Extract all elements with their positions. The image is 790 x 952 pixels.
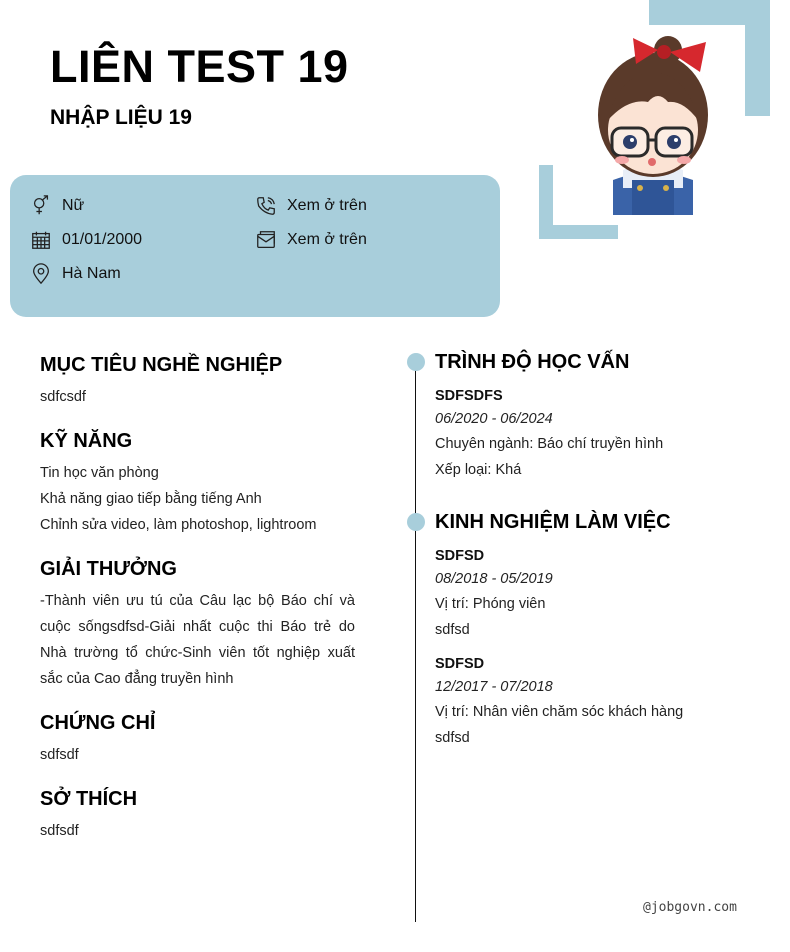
hobbies-text: sdfsdf [40,823,79,839]
timeline-dot [407,353,425,371]
contact-dob [30,229,142,251]
footer-brand: @jobgovn.com [643,900,737,915]
phone-value: Xem ở trên [287,197,367,214]
skill-item: Khả năng giao tiếp bằng tiếng Anh [40,491,262,507]
education-major: Chuyên ngành: Báo chí truyền hình [435,436,664,452]
left-column [40,352,355,862]
experience-section [435,509,755,751]
photo-frame-bottom [539,225,618,239]
certificates-title: CHỨNG CHỈ [40,712,156,734]
experience-position: Vị trí: Phóng viên [435,596,546,612]
skill-item: Chỉnh sửa video, làm photoshop, lightroom [40,517,317,533]
certificates-section [40,710,355,768]
objective-title: MỤC TIÊU NGHỀ NGHIỆP [40,354,283,376]
experience-dates: 08/2018 - 05/2019 [435,571,553,587]
avatar [588,30,718,220]
education-dates: 06/2020 - 06/2024 [435,411,553,427]
location-value: Hà Nam [62,265,121,282]
company-name: SDFSD [435,548,485,564]
experience-position: Vị trí: Nhân viên chăm sóc khách hàng [435,704,684,720]
experience-item [435,653,755,751]
photo-frame-right [745,0,770,116]
certificates-text: sdfsdf [40,747,79,763]
phone-icon [255,195,277,217]
timeline-dot [407,513,425,531]
email-icon [255,229,277,251]
gender-icon [30,195,52,217]
school-name: SDFSDFS [435,388,503,404]
calendar-icon [30,229,52,251]
candidate-title: NHẬP LIỆU 19 [50,106,192,129]
skills-title: KỸ NĂNG [40,430,133,452]
objective-text: sdfcsdf [40,389,86,405]
candidate-name: LIÊN TEST 19 [50,41,349,92]
awards-title: GIẢI THƯỞNG [40,558,177,580]
experience-desc: sdfsd [435,730,470,746]
experience-title: KINH NGHIỆM LÀM VIỆC [435,511,671,533]
location-pin-icon [30,263,52,285]
gender-value: Nữ [62,197,85,214]
contact-phone [255,195,367,217]
company-name: SDFSD [435,656,485,672]
timeline-line [415,362,416,922]
experience-dates: 12/2017 - 07/2018 [435,679,553,695]
contact-gender [30,195,84,217]
education-section [435,349,755,483]
education-grade: Xếp loại: Khá [435,462,522,478]
contact-panel [10,175,500,317]
dob-value: 01/01/2000 [62,231,143,248]
awards-text: -Thành viên ưu tú của Câu lạc bộ Báo chí và cuộc sốngsdfsd-Giải nhất cuộc thi Báo trẻ do Nhà trường tổ chức-Sinh viên tốt nghiệp xuất sắc của Cao đẳng truyền hình [40,593,355,687]
awards-section [40,556,355,692]
contact-email [255,229,367,251]
email-value: Xem ở trên [287,231,367,248]
skill-item: Tin học văn phòng [40,465,159,481]
experience-item [435,545,755,643]
hobbies-section [40,786,355,844]
objective-section [40,352,355,410]
education-title: TRÌNH ĐỘ HỌC VẤN [435,351,630,373]
hobbies-title: SỞ THÍCH [40,788,138,810]
contact-location [30,263,121,285]
skills-section [40,428,355,538]
experience-desc: sdfsd [435,622,470,638]
